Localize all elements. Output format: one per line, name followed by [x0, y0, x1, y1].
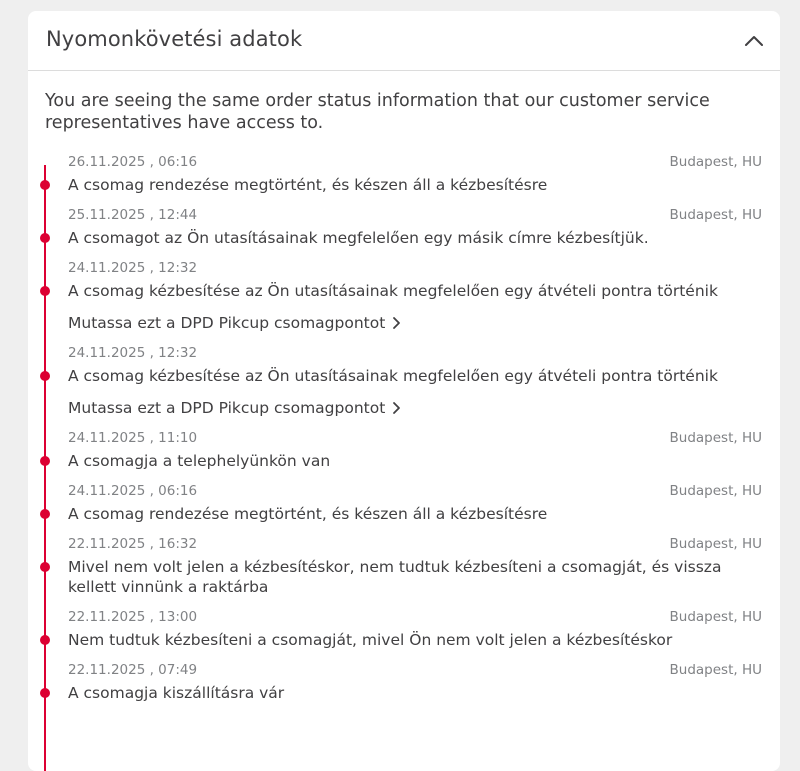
- event-description: A csomagot az Ön utasításainak megfelelően egy másik címre kézbesítjük.: [68, 229, 649, 247]
- event-description: A csomag rendezése megtörtént, és készen áll a kézbesítésre: [68, 505, 548, 523]
- panel-title: Nyomonkövetési adatok: [46, 27, 303, 51]
- event-date: 24.11.2025 , 12:32: [68, 260, 198, 276]
- chevron-right-icon: [391, 401, 403, 415]
- chevron-right-icon: [391, 316, 403, 330]
- event-date: 22.11.2025 , 13:00: [68, 609, 198, 625]
- event-date: 26.11.2025 , 06:16: [68, 154, 198, 170]
- timeline-line: [44, 165, 46, 771]
- event-date: 24.11.2025 , 11:10: [68, 430, 198, 446]
- pickup-point-link[interactable]: [68, 313, 403, 333]
- timeline-dot: [40, 456, 50, 466]
- pickup-point-link-label: Mutassa ezt a DPD Pikcup csomagpontot: [68, 399, 386, 417]
- pickup-point-link-label: Mutassa ezt a DPD Pikcup csomagpontot: [68, 314, 386, 332]
- event-description: A csomag rendezése megtörtént, és készen áll a kézbesítésre: [68, 176, 548, 194]
- event-description: A csomagja kiszállításra vár: [68, 684, 285, 702]
- chevron-up-icon: [742, 29, 766, 53]
- event-date: 22.11.2025 , 07:49: [68, 662, 198, 678]
- event-date: 24.11.2025 , 06:16: [68, 483, 198, 499]
- event-description: Mivel nem volt jelen a kézbesítéskor, nem tudtuk kézbesíteni a csomagját, és vissza kellett vinnünk a raktárba: [68, 558, 722, 596]
- event-description: Nem tudtuk kézbesíteni a csomagját, mivel Ön nem volt jelen a kézbesítéskor: [68, 631, 673, 649]
- event-location: Budapest, HU: [669, 609, 762, 625]
- event-location: Budapest, HU: [669, 207, 762, 223]
- tracking-details-panel: [28, 11, 780, 771]
- event-location: Budapest, HU: [669, 154, 762, 170]
- access-notice: You are seeing the same order status information that our customer service representatives have access to.: [45, 91, 710, 133]
- timeline-dot: [40, 371, 50, 381]
- pickup-point-link[interactable]: [68, 398, 403, 418]
- timeline-dot: [40, 562, 50, 572]
- event-date: 22.11.2025 , 16:32: [68, 536, 198, 552]
- timeline-dot: [40, 635, 50, 645]
- timeline-dot: [40, 286, 50, 296]
- timeline-dot: [40, 233, 50, 243]
- timeline-dot: [40, 509, 50, 519]
- panel-header[interactable]: [28, 11, 780, 71]
- collapse-button[interactable]: [742, 29, 766, 53]
- event-location: Budapest, HU: [669, 662, 762, 678]
- event-date: 24.11.2025 , 12:32: [68, 345, 198, 361]
- timeline-dot: [40, 688, 50, 698]
- event-date: 25.11.2025 , 12:44: [68, 207, 198, 223]
- event-description: A csomag kézbesítése az Ön utasításainak megfelelően egy átvételi pontra történik: [68, 282, 718, 300]
- event-location: Budapest, HU: [669, 483, 762, 499]
- event-location: Budapest, HU: [669, 536, 762, 552]
- event-description: A csomag kézbesítése az Ön utasításainak megfelelően egy átvételi pontra történik: [68, 367, 718, 385]
- event-location: Budapest, HU: [669, 430, 762, 446]
- timeline-dot: [40, 180, 50, 190]
- event-description: A csomagja a telephelyünkön van: [68, 452, 331, 470]
